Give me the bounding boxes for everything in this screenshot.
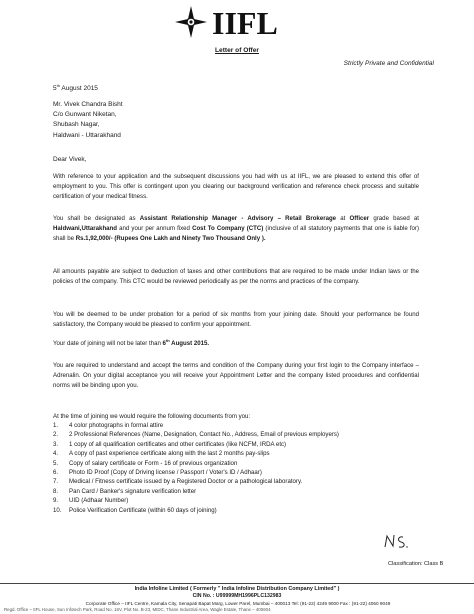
designation-text: Assistant Relationship Manager - Advisory – Retail Brokerage: [139, 215, 337, 222]
paragraph-terms: You are required to understand and accept the terms and condition of the Company during your first login to the Company interface – Adrenalin. On your digital acceptance you will receive your Appointment Letter and the company listed procedures and confidential norms will be binding upon you.: [53, 362, 419, 389]
salutation: Dear Vivek,: [53, 156, 87, 163]
footer-company-name: India Infoline Limited ( Formerly " India Infoline Distribution Company Limited" ): [134, 586, 340, 592]
date-month-year: August 2015: [59, 85, 98, 93]
paragraph-deductions: All amounts payable are subject to deduction of taxes and other contributions that are required to be made under Indian laws or the policies of the company. This CTC would be reviewed periodically as per the norms and practices of the company.: [53, 268, 419, 285]
documents-list: [53, 421, 423, 515]
footer-divider: [0, 583, 474, 584]
grade-text: Officer: [349, 215, 370, 222]
letter-date: [53, 82, 98, 93]
footer-registered-office: Regd. Office – IIFL House, Sun Infotech Park, Road No. 16V, Plot No. B-23, MIDC, Thane Industrial Area, Wagle Estate, Thane – 400604: [4, 607, 271, 612]
recipient-name: Mr. Vivek Chandra Bisht: [53, 101, 123, 108]
joining-month-year: August 2015.: [169, 340, 210, 347]
date-day: 5: [53, 85, 57, 93]
logo-text: IIFL: [212, 5, 278, 41]
confidential-label: Strictly Private and Confidential: [343, 60, 434, 67]
list-item: 10. Police Verification Certificate (within 60 days of joining): [53, 506, 217, 514]
list-item: 4. A copy of past experience certificate along with the last 2 months pay-slips: [53, 450, 270, 458]
date-suffix: th: [56, 83, 60, 88]
list-item: 6. Photo ID Proof (Copy of Driving license / Passport / Voter's ID / Adhaar): [53, 469, 262, 477]
list-item: 1. 4 color photographs in formal attire: [53, 422, 164, 429]
joining-day: 6: [162, 340, 166, 347]
iifl-logo: [172, 3, 292, 41]
list-item: 5. Copy of salary certificate or Form - 16 of previous organization: [53, 459, 238, 467]
list-item: 7. Medical / Fitness certificate issued by a Registered Doctor or a pathological laboratory.: [53, 478, 303, 486]
iifl-logo-image: [172, 3, 292, 41]
footer-cin: CIN No. : U99999MH1996PLC132983: [192, 593, 282, 599]
ctc-label: Cost To Company (CTC): [192, 224, 264, 232]
paragraph-joining-date: Your date of joining will not be later than 6th August 2015.: [53, 337, 210, 347]
signature-initials: [382, 531, 412, 551]
classification-label: Classification: Class B: [388, 561, 444, 567]
list-item: 3. 1 copy of all qualification certificates and other certificates (like NCFM, IRDA etc): [53, 440, 287, 448]
address-line-3: Haldwani - Uttarakhand: [53, 131, 121, 139]
recipient-address: [53, 100, 123, 141]
address-line-1: C/o Gunwant Niketan,: [53, 111, 117, 119]
paragraph-offer: With reference to your application and the subsequent discussions you had with us at IIFL, we are pleased to extend this offer of employment to you. This offer is contingent upon you clearing our background verification and reference check process and suitable certification of your medical fitness.: [53, 173, 419, 200]
ctc-amount: Rs.1,92,000/- (Rupees One Lakh and Ninety Two Thousand Only ).: [75, 234, 266, 242]
compass-star-icon: [175, 6, 207, 38]
list-item: 8. Pan Card / Banker's signature verification letter: [53, 487, 197, 495]
location-text: Haldwani,Uttarakhand: [53, 224, 117, 232]
list-item: 2. 2 Professional References (Name, Designation, Contact No., Address, Email of previous employers): [53, 431, 339, 439]
list-item: 9. UID (Adhaar Number): [53, 497, 129, 505]
signature-image: [382, 531, 412, 551]
letter-title: Letter of Offer: [215, 47, 259, 54]
documents-intro: At the time of joining we would require the following documents from you:: [53, 413, 251, 420]
paragraph-designation: You shall be designated as Assistant Relationship Manager - Advisory – Retail Brokerage at Officer grade based at Haldwani,Uttarakhand and your per annum fixed Cost To Company (CTC) (inclusive of all statutory payments that one is liable for) shall be Rs.1,92,000/- (Rupees One Lakh and Ninety Two Thousand Only ).: [53, 215, 419, 242]
paragraph-probation: You will be deemed to be under probation for a period of six months from your joining date. Should your performance be found satisfactory, the Company would be pleased to confirm your appointment.: [53, 311, 419, 328]
address-line-2: Shubash Nagar,: [53, 121, 100, 129]
footer-corporate-office: Corporate Office – IIFL Centre, Kamala City, Senapati Bapat Marg, Lower Parel, Mumbai – 400013 Tel: (91-22) 4249 9000 Fax : (91-22) 4060 9049: [85, 601, 391, 606]
